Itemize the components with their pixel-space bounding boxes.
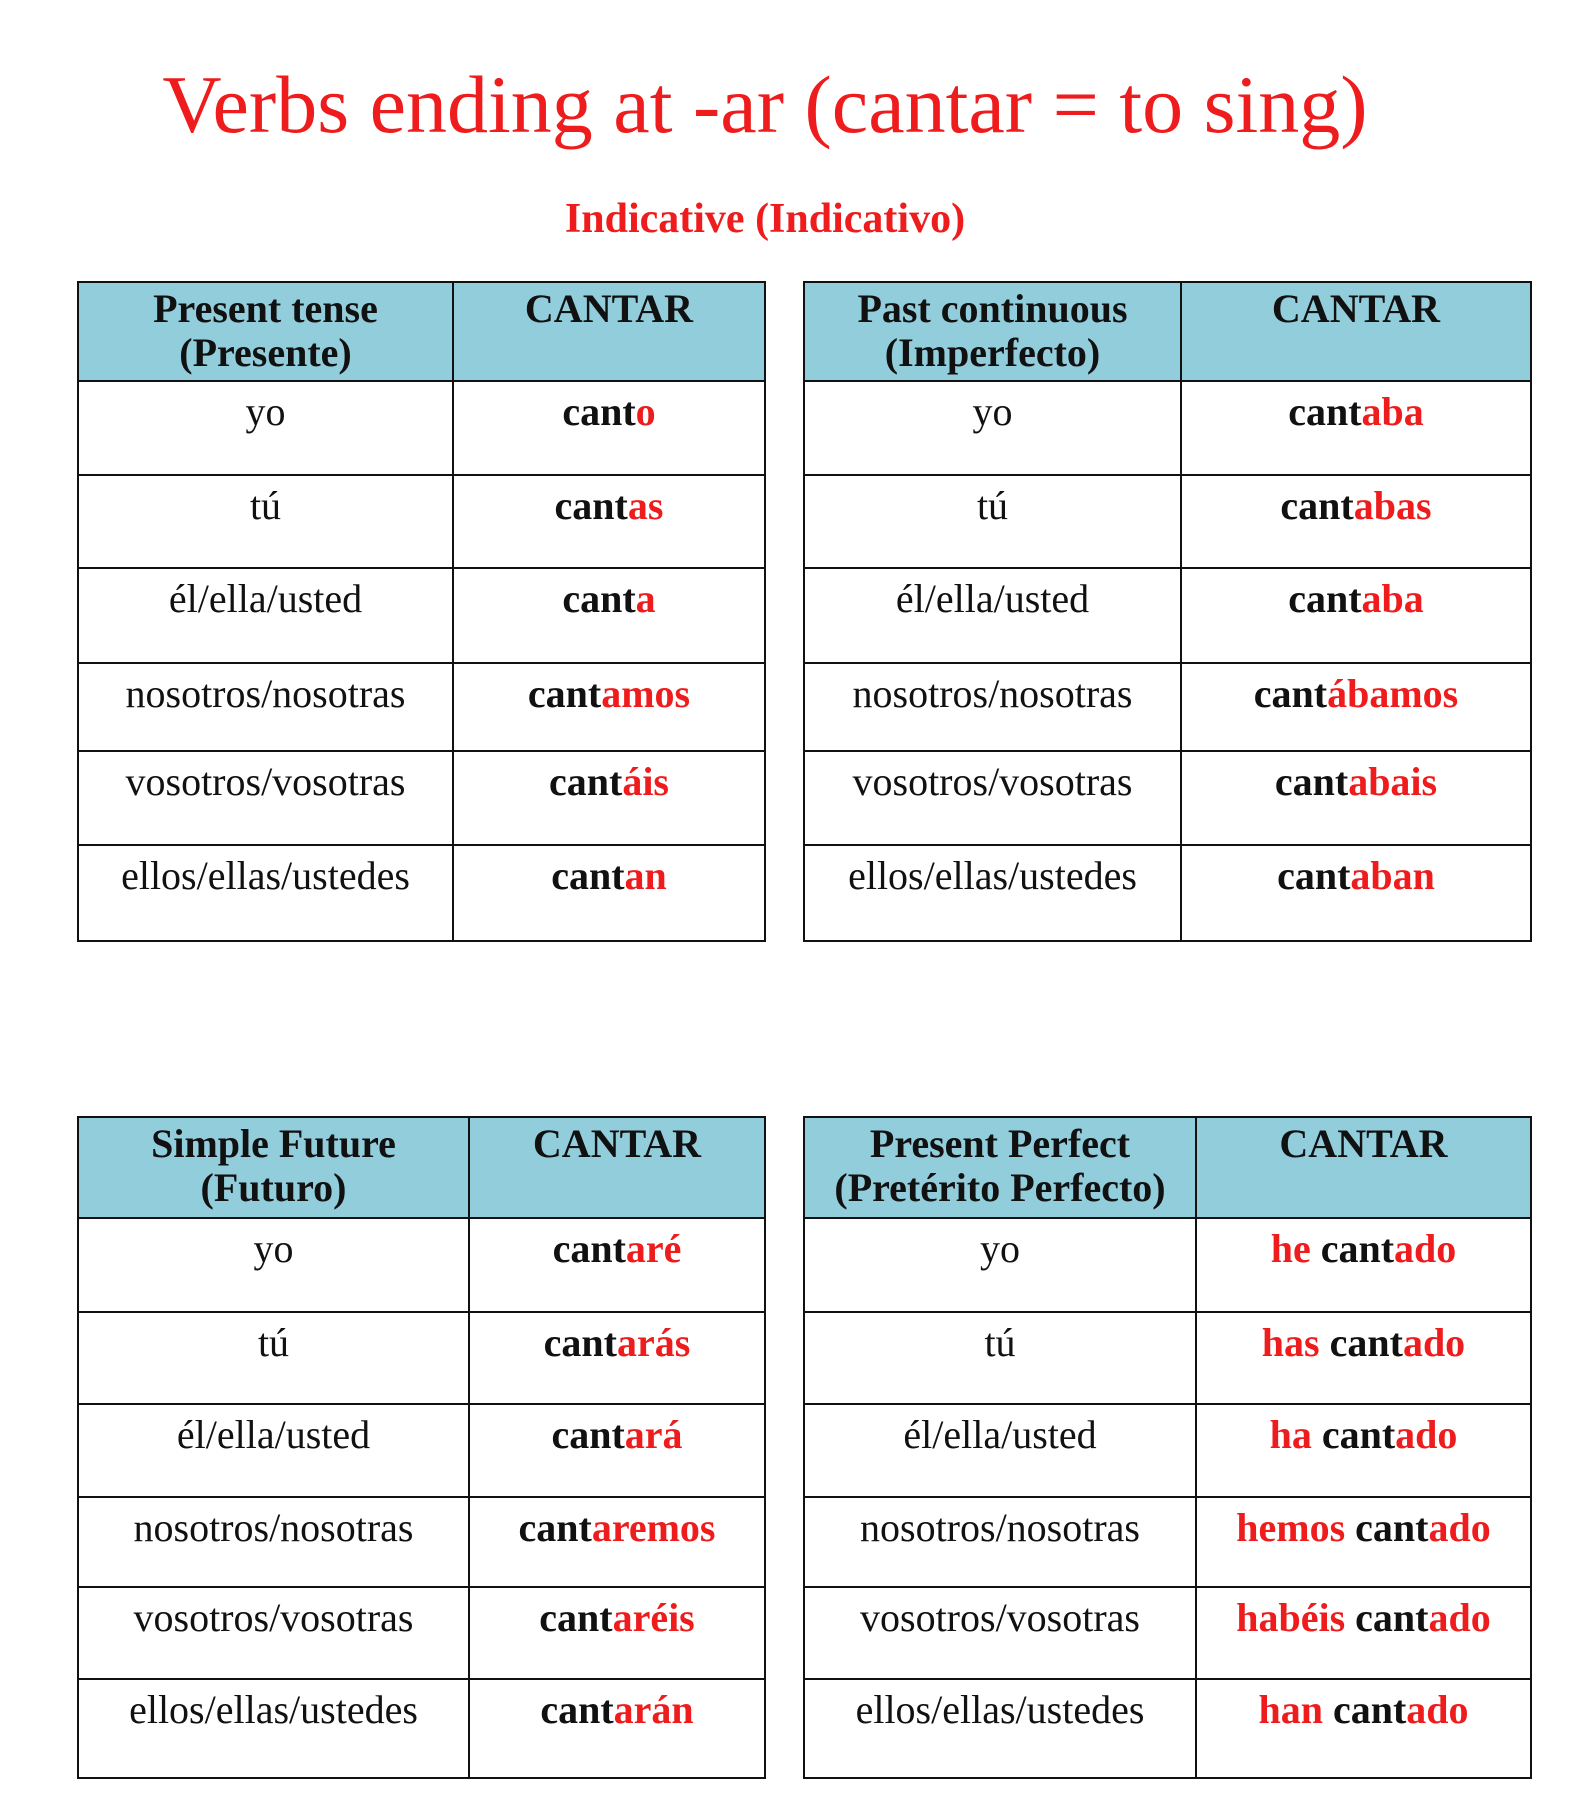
pronoun-cell: yo xyxy=(804,1218,1196,1312)
past-continuous-table xyxy=(803,281,1532,942)
tense-header-line: Simple Future xyxy=(151,1121,396,1166)
verb-stem: cant xyxy=(1288,576,1362,621)
table-row xyxy=(804,663,1531,751)
conjugation-cell xyxy=(1196,1218,1531,1312)
tense-header-line: Past continuous xyxy=(857,286,1128,331)
verb-stem: cant xyxy=(543,1320,617,1365)
conjugation-ending: amos xyxy=(601,671,691,716)
verb-stem: cant xyxy=(548,759,623,804)
table-row xyxy=(804,1312,1531,1404)
pronoun-cell: yo xyxy=(78,1218,469,1312)
verb-stem: cant xyxy=(1280,483,1354,528)
verb-stem: cant xyxy=(551,853,625,898)
tense-header xyxy=(804,282,1181,381)
verb-stem: cant xyxy=(1355,1595,1429,1640)
pronoun-cell: él/ella/usted xyxy=(78,1404,469,1497)
conjugation-ending: ha xyxy=(1269,1412,1322,1457)
conjugation-cell xyxy=(1196,1404,1531,1497)
conjugation-ending: aban xyxy=(1350,853,1435,898)
verb-stem: cant xyxy=(1288,389,1362,434)
conjugation-ending: abais xyxy=(1348,759,1438,804)
conjugation-ending: arás xyxy=(617,1320,691,1365)
page-title: Verbs ending at -ar (cantar = to sing) xyxy=(162,59,1368,150)
verb-stem: cant xyxy=(1320,1226,1395,1271)
pronoun-cell: ellos/ellas/ustedes xyxy=(78,1679,469,1778)
header-row xyxy=(804,282,1531,381)
pronoun-cell: nosotros/nosotras xyxy=(804,663,1181,751)
conjugation-cell xyxy=(469,1312,765,1404)
conjugation-ending: áis xyxy=(622,759,669,804)
pronoun-cell: tú xyxy=(804,475,1181,568)
conjugation-cell xyxy=(453,381,765,475)
conjugation-ending: ado xyxy=(1402,1320,1466,1365)
tense-header-line: Present tense xyxy=(153,286,378,331)
verb-header: CANTAR xyxy=(453,282,765,381)
verb-stem: cant xyxy=(1332,1687,1407,1732)
conjugation-ending: has xyxy=(1261,1320,1330,1365)
verb-header: CANTAR xyxy=(1196,1117,1531,1218)
tense-header xyxy=(78,282,453,381)
pronoun-cell: vosotros/vosotras xyxy=(78,751,453,845)
conjugation-cell xyxy=(1196,1587,1531,1679)
table-row xyxy=(78,568,765,663)
verb-stem: cant xyxy=(1253,671,1328,716)
table-row xyxy=(804,1218,1531,1312)
table-row xyxy=(804,1679,1531,1778)
pronoun-cell: vosotros/vosotras xyxy=(78,1587,469,1679)
pronoun-cell: él/ella/usted xyxy=(804,1404,1196,1497)
conjugation-ending: aremos xyxy=(591,1505,716,1550)
pronoun-cell: ellos/ellas/ustedes xyxy=(804,1679,1196,1778)
conjugation-ending: ado xyxy=(1428,1505,1491,1550)
tense-header xyxy=(78,1117,469,1218)
pronoun-cell: ellos/ellas/ustedes xyxy=(804,845,1181,941)
present-perfect-table xyxy=(803,1116,1532,1779)
conjugation-cell xyxy=(469,1404,765,1497)
pronoun-cell: yo xyxy=(78,381,453,475)
verb-header: CANTAR xyxy=(469,1117,765,1218)
conjugation-ending: a xyxy=(635,576,656,621)
table-row xyxy=(804,1404,1531,1497)
table-row xyxy=(78,1679,765,1778)
conjugation-ending: ado xyxy=(1428,1595,1491,1640)
conjugation-ending: ado xyxy=(1406,1687,1469,1732)
table-row xyxy=(804,475,1531,568)
conjugation-cell xyxy=(453,568,765,663)
table-row xyxy=(804,381,1531,475)
verb-stem: cant xyxy=(527,671,602,716)
header-row xyxy=(804,1117,1531,1218)
verb-stem: cant xyxy=(552,1226,626,1271)
conjugation-ending: as xyxy=(627,483,664,528)
page-subtitle: Indicative (Indicativo) xyxy=(564,196,966,242)
table-row xyxy=(804,568,1531,663)
table-row xyxy=(78,1497,765,1587)
table-row xyxy=(78,1218,765,1312)
conjugation-cell xyxy=(453,475,765,568)
conjugation-cell xyxy=(1181,751,1531,845)
conjugation-ending: aba xyxy=(1361,389,1424,434)
present-tense-table xyxy=(77,281,766,942)
tense-header-line: (Futuro) xyxy=(200,1165,347,1210)
pronoun-cell: tú xyxy=(78,1312,469,1404)
header-row xyxy=(78,282,765,381)
verb-stem: cant xyxy=(518,1505,592,1550)
conjugation-cell xyxy=(1196,1679,1531,1778)
conjugation-cell xyxy=(453,751,765,845)
table-row xyxy=(804,1587,1531,1679)
verb-stem: cant xyxy=(540,1687,614,1732)
verb-header: CANTAR xyxy=(1181,282,1531,381)
conjugation-ending: abas xyxy=(1353,483,1432,528)
table-row xyxy=(78,1404,765,1497)
pronoun-cell: tú xyxy=(804,1312,1196,1404)
conjugation-ending: ará xyxy=(624,1412,683,1457)
tense-header-line: (Presente) xyxy=(179,330,352,375)
conjugation-cell xyxy=(1181,663,1531,751)
table-row xyxy=(804,751,1531,845)
conjugation-ending: habéis xyxy=(1236,1595,1356,1640)
verb-stem: cant xyxy=(1355,1505,1429,1550)
table-row xyxy=(804,1497,1531,1587)
conjugation-cell xyxy=(453,663,765,751)
pronoun-cell: él/ella/usted xyxy=(78,568,453,663)
verb-stem: cant xyxy=(1321,1412,1396,1457)
verb-stem: cant xyxy=(1274,759,1349,804)
conjugation-ending: aréis xyxy=(612,1595,695,1640)
conjugation-cell xyxy=(1181,475,1531,568)
conjugation-ending: ábamos xyxy=(1327,671,1459,716)
conjugation-ending: ado xyxy=(1394,1226,1457,1271)
table-row xyxy=(804,845,1531,941)
verb-stem: cant xyxy=(1329,1320,1403,1365)
conjugation-cell xyxy=(469,1679,765,1778)
table-row xyxy=(78,663,765,751)
pronoun-cell: tú xyxy=(78,475,453,568)
conjugation-cell xyxy=(1181,568,1531,663)
table-row xyxy=(78,751,765,845)
conjugation-ending: ado xyxy=(1395,1412,1458,1457)
conjugation-ending: aba xyxy=(1361,576,1424,621)
pronoun-cell: nosotros/nosotras xyxy=(78,663,453,751)
conjugation-cell xyxy=(469,1497,765,1587)
verb-stem: cant xyxy=(562,389,636,434)
conjugation-ending: aré xyxy=(625,1226,682,1271)
conjugation-ending: arán xyxy=(613,1687,694,1732)
pronoun-cell: él/ella/usted xyxy=(804,568,1181,663)
conjugation-ending: hemos xyxy=(1236,1505,1356,1550)
simple-future-table xyxy=(77,1116,766,1779)
verb-stem: cant xyxy=(554,483,628,528)
conjugation-cell xyxy=(1196,1312,1531,1404)
conjugation-cell xyxy=(469,1218,765,1312)
table-row xyxy=(78,1587,765,1679)
table-row xyxy=(78,845,765,941)
conjugation-cell xyxy=(453,845,765,941)
pronoun-cell: nosotros/nosotras xyxy=(78,1497,469,1587)
verb-stem: cant xyxy=(539,1595,613,1640)
pronoun-cell: nosotros/nosotras xyxy=(804,1497,1196,1587)
table-row xyxy=(78,475,765,568)
conjugation-cell xyxy=(1181,845,1531,941)
conjugation-cell xyxy=(469,1587,765,1679)
verb-stem: cant xyxy=(562,576,636,621)
tense-header xyxy=(804,1117,1196,1218)
pronoun-cell: vosotros/vosotras xyxy=(804,751,1181,845)
header-row xyxy=(78,1117,765,1218)
conjugation-ending: an xyxy=(624,853,667,898)
conjugation-ending: o xyxy=(635,389,656,434)
pronoun-cell: ellos/ellas/ustedes xyxy=(78,845,453,941)
conjugation-cell xyxy=(1196,1497,1531,1587)
conjugation-ending: he xyxy=(1270,1226,1321,1271)
pronoun-cell: vosotros/vosotras xyxy=(804,1587,1196,1679)
pronoun-cell: yo xyxy=(804,381,1181,475)
tense-header-line: (Pretérito Perfecto) xyxy=(834,1165,1166,1210)
verb-stem: cant xyxy=(551,1412,625,1457)
tense-header-line: (Imperfecto) xyxy=(884,330,1101,375)
conjugation-cell xyxy=(1181,381,1531,475)
table-row xyxy=(78,1312,765,1404)
table-row xyxy=(78,381,765,475)
conjugation-ending: han xyxy=(1258,1687,1333,1732)
verb-stem: cant xyxy=(1277,853,1351,898)
tense-header-line: Present Perfect xyxy=(869,1121,1131,1166)
